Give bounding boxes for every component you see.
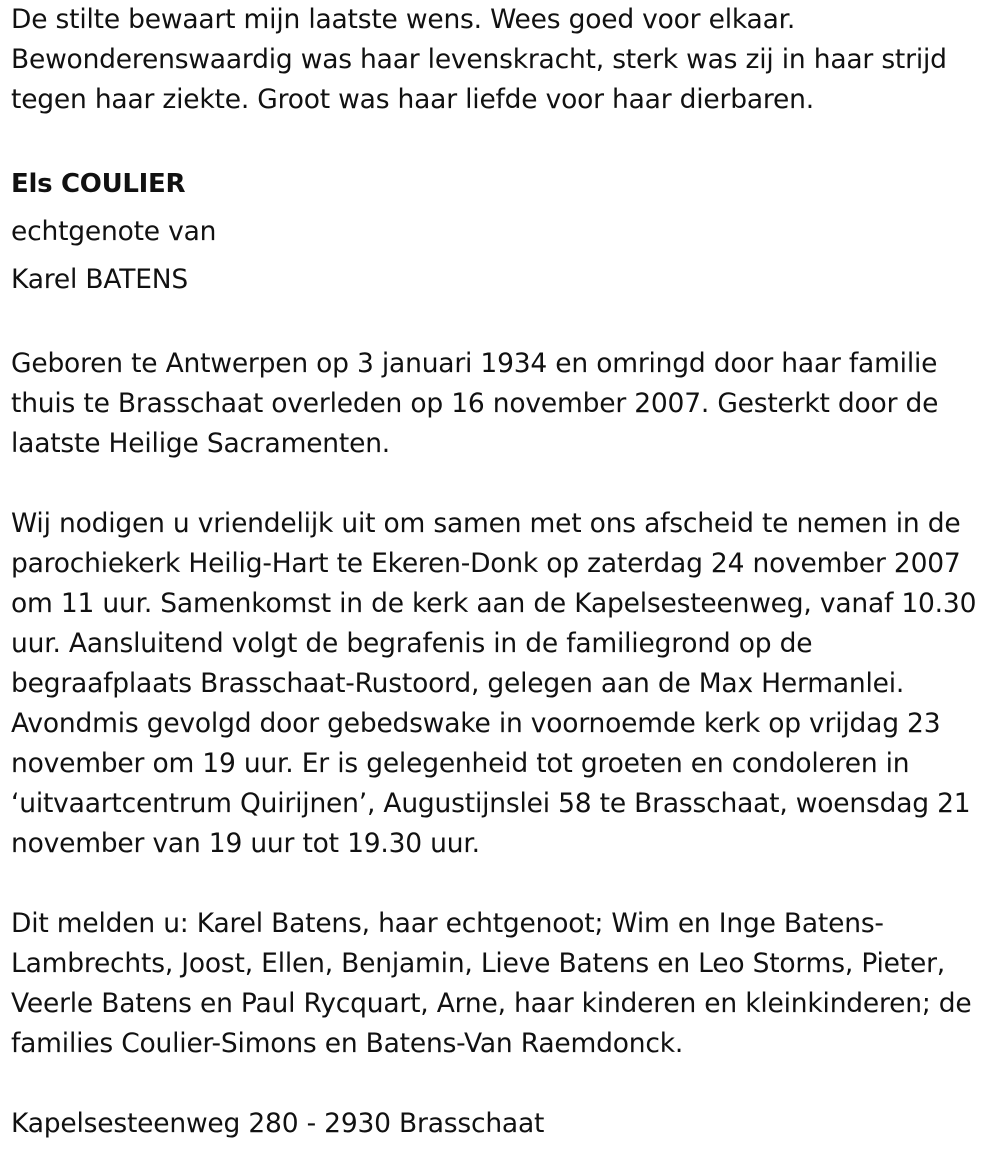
birth-death-line: thuis te Brasschaat overleden op 16 november 2007. Gesterkt door de	[11, 388, 939, 419]
intro-line: tegen haar ziekte. Groot was haar liefde voor haar dierbaren.	[11, 84, 814, 115]
obituary-document	[11, 0, 991, 1144]
relation-text: echtgenote van	[11, 216, 217, 247]
paragraph-spacer	[11, 464, 991, 504]
invitation-line: november om 19 uur. Er is gelegenheid tot groeten en condoleren in	[11, 748, 910, 779]
paragraph-spacer	[11, 1064, 991, 1104]
paragraph-spacer	[11, 304, 991, 344]
intro-paragraph	[11, 0, 991, 120]
invitation-line: Avondmis gevolgd door gebedswake in voornoemde kerk op vrijdag 23	[11, 708, 941, 739]
invitation-paragraph	[11, 504, 991, 864]
family-paragraph	[11, 904, 991, 1064]
paragraph-spacer	[11, 864, 991, 904]
address-block	[11, 1104, 991, 1144]
invitation-line: Wij nodigen u vriendelijk uit om samen met ons afscheid te nemen in de	[11, 508, 961, 539]
invitation-line: uur. Aansluitend volgt de begrafenis in de familiegrond op de	[11, 628, 813, 659]
invitation-line: om 11 uur. Samenkomst in de kerk aan de Kapelsesteenweg, vanaf 10.30	[11, 588, 977, 619]
spouse-name: Karel BATENS	[11, 264, 188, 295]
deceased-name: Els COULIER	[11, 169, 186, 199]
invitation-line: ‘uitvaartcentrum Quirijnen’, Augustijnslei 58 te Brasschaat, woensdag 21	[11, 788, 971, 819]
birth-death-line: Geboren te Antwerpen op 3 januari 1934 en omringd door haar familie	[11, 348, 938, 379]
family-line: families Coulier-Simons en Batens-Van Raemdonck.	[11, 1028, 684, 1059]
birth-death-paragraph	[11, 344, 991, 464]
deceased-block	[11, 160, 991, 304]
intro-line: De stilte bewaart mijn laatste wens. Wees goed voor elkaar.	[11, 4, 796, 35]
family-line: Lambrechts, Joost, Ellen, Benjamin, Lieve Batens en Leo Storms, Pieter,	[11, 948, 946, 979]
family-line: Dit melden u: Karel Batens, haar echtgenoot; Wim en Inge Batens-	[11, 908, 884, 939]
birth-death-line: laatste Heilige Sacramenten.	[11, 428, 391, 459]
invitation-line: begraafplaats Brasschaat-Rustoord, gelegen aan de Max Hermanlei.	[11, 668, 905, 699]
invitation-line: november van 19 uur tot 19.30 uur.	[11, 828, 480, 859]
paragraph-spacer	[11, 120, 991, 160]
home-address: Kapelsesteenweg 280 - 2930 Brasschaat	[11, 1108, 545, 1139]
invitation-line: parochiekerk Heilig-Hart te Ekeren-Donk op zaterdag 24 november 2007	[11, 548, 961, 579]
family-line: Veerle Batens en Paul Rycquart, Arne, haar kinderen en kleinkinderen; de	[11, 988, 972, 1019]
intro-line: Bewonderenswaardig was haar levenskracht, sterk was zij in haar strijd	[11, 44, 947, 75]
